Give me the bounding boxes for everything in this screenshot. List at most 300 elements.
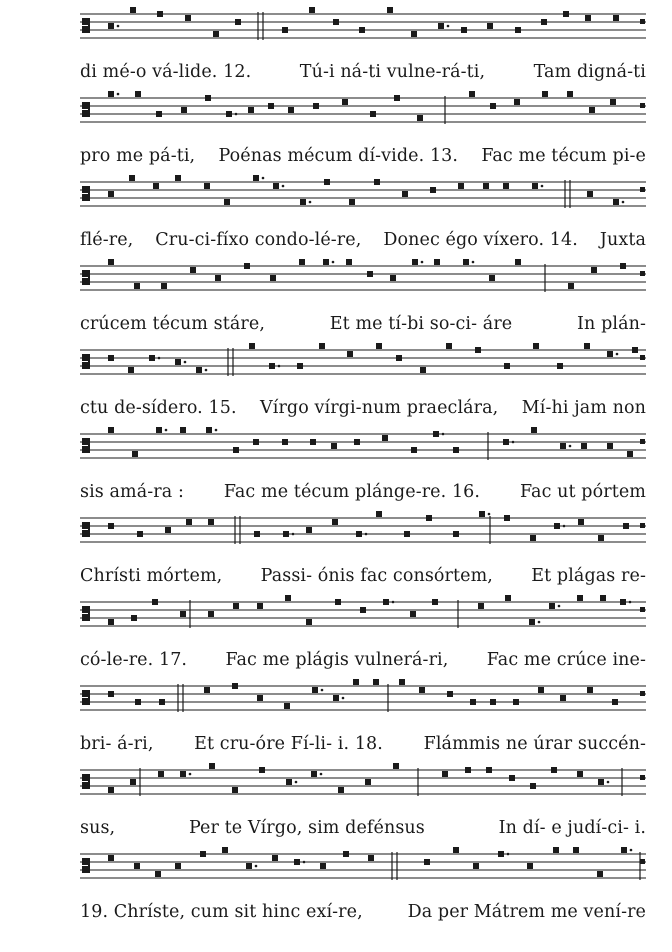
custos-mark [640, 103, 645, 108]
lyric-line-11 [80, 900, 646, 924]
neume-note [196, 367, 202, 373]
clef-mark [82, 102, 89, 109]
lyric-segment: Fac ut pórtem [519, 482, 646, 502]
note-dot [295, 781, 298, 784]
neume-note [129, 175, 135, 181]
neume-note [306, 619, 312, 625]
neume-note [365, 779, 371, 785]
neume-note [200, 851, 206, 857]
neume-note [620, 599, 626, 605]
note-dot [342, 697, 345, 700]
neume-note [108, 619, 114, 625]
note-dot [616, 353, 619, 356]
lyric-segment: Poénas mécum dí-vide. 13. [218, 146, 459, 166]
neume-note [560, 695, 566, 701]
note-dot [630, 849, 633, 852]
neume-note [600, 595, 606, 601]
neume-note [246, 863, 252, 869]
neume-note [503, 439, 509, 445]
neume-note [273, 183, 279, 189]
neume-note [224, 199, 230, 205]
neume-note [108, 855, 114, 861]
lyric-segment: Flámmis ne úrar succén- [423, 734, 646, 754]
neume-note [158, 771, 164, 777]
neume-note [108, 787, 114, 793]
neume-note [453, 531, 459, 537]
neume-note [442, 771, 448, 777]
custos-mark [640, 691, 645, 696]
neume-note [469, 91, 475, 97]
note-dot [292, 533, 295, 536]
neume-note [282, 27, 288, 33]
neume-note [294, 859, 300, 865]
neume-note [533, 343, 539, 349]
neume-note [557, 363, 563, 369]
neume-note [232, 683, 238, 689]
neume-note [627, 451, 633, 457]
lyric-line-1 [80, 60, 646, 84]
neume-note [515, 27, 521, 33]
neume-note [411, 447, 417, 453]
neume-note [623, 523, 629, 529]
lyric-segment: In dí- e judí-ci- i. [498, 818, 646, 838]
note-dot [507, 853, 510, 856]
neume-note [376, 511, 382, 517]
neume-note [313, 103, 319, 109]
neume-note [424, 859, 430, 865]
neume-note [353, 679, 359, 685]
clef-mark [82, 530, 89, 537]
note-dot [189, 773, 192, 776]
clef-mark [82, 110, 89, 117]
neume-note [285, 595, 291, 601]
neume-note [446, 343, 452, 349]
neume-note [354, 439, 360, 445]
lyric-segment: Cru-ci-fíxo condo-lé-re, [155, 230, 362, 250]
neume-note [465, 767, 471, 773]
neume-note [253, 175, 259, 181]
clef-mark [82, 866, 89, 873]
clef-mark [82, 446, 89, 453]
lyric-segment: crúcem técum stáre, [80, 314, 266, 334]
clef-mark [82, 186, 89, 193]
neume-note [130, 779, 136, 785]
neume-note [394, 95, 400, 101]
neume-note [420, 367, 426, 373]
neume-note [486, 767, 492, 773]
note-dot [235, 113, 238, 116]
neume-note [269, 363, 275, 369]
neume-note [249, 343, 255, 349]
neume-note [402, 191, 408, 197]
lyric-line-4 [80, 312, 646, 336]
neume-note [382, 435, 388, 441]
neume-note [591, 267, 597, 273]
neume-note [161, 283, 167, 289]
lyric-line-3 [80, 228, 646, 252]
note-dot [365, 533, 368, 536]
neume-note [190, 267, 196, 273]
neume-note [587, 191, 593, 197]
neume-note [463, 259, 469, 265]
neume-note [433, 431, 439, 437]
neume-note [135, 699, 141, 705]
neume-note [577, 771, 583, 777]
neume-note [175, 863, 181, 869]
note-dot [117, 25, 120, 28]
neume-note [108, 191, 114, 197]
neume-note [458, 183, 464, 189]
neume-note [514, 99, 520, 105]
neume-note [282, 439, 288, 445]
neume-note [432, 599, 438, 605]
neume-note [319, 343, 325, 349]
neume-note [215, 275, 221, 281]
neume-note [343, 851, 349, 857]
neume-note [311, 771, 317, 777]
note-dot [569, 445, 572, 448]
neume-note [370, 111, 376, 117]
neume-note [612, 699, 618, 705]
note-dot [262, 177, 265, 180]
neume-note [108, 23, 114, 29]
neume-note [254, 531, 260, 537]
neume-note [527, 863, 533, 869]
note-dot [488, 513, 491, 516]
lyric-segment: Fac me técum plánge-re. 16. [223, 482, 481, 502]
neume-note [156, 111, 162, 117]
neume-note [399, 679, 405, 685]
neume-note [284, 703, 290, 709]
clef-mark [82, 362, 89, 369]
neume-note [598, 535, 604, 541]
neume-note [320, 863, 326, 869]
note-dot [320, 773, 323, 776]
neume-note [209, 763, 215, 769]
custos-mark [640, 607, 645, 612]
note-dot [541, 185, 544, 188]
neume-note [620, 263, 626, 269]
neume-note [226, 111, 232, 117]
neume-note [347, 351, 353, 357]
neume-note [108, 91, 114, 97]
neume-note [483, 183, 489, 189]
note-dot [421, 261, 424, 264]
neume-note [560, 443, 566, 449]
neume-note [288, 107, 294, 113]
note-dot [303, 861, 306, 864]
neume-note [554, 523, 560, 529]
neume-note [453, 447, 459, 453]
custos-mark [640, 775, 645, 780]
neume-note [490, 103, 496, 109]
clef-mark [82, 438, 89, 445]
neume-note [335, 599, 341, 605]
neume-note [213, 31, 219, 37]
lyric-segment: Fac me crúce ine- [486, 650, 646, 670]
custos-mark [640, 187, 645, 192]
neume-note [244, 263, 250, 269]
neume-note [108, 259, 114, 265]
neume-note [412, 259, 418, 265]
neume-note [333, 695, 339, 701]
neume-note [573, 847, 579, 853]
neume-note [299, 259, 305, 265]
neume-note [360, 607, 366, 613]
neume-note [233, 447, 239, 453]
neume-note [349, 199, 355, 205]
neume-note [309, 7, 315, 13]
neume-note [470, 699, 476, 705]
clef-mark [82, 698, 89, 705]
neume-note [607, 351, 613, 357]
lyric-segment: có-le-re. 17. [80, 650, 188, 670]
neume-note [204, 183, 210, 189]
neume-note [180, 611, 186, 617]
note-dot [282, 185, 285, 188]
neume-note [475, 347, 481, 353]
neume-note [487, 23, 493, 29]
neume-note [529, 619, 535, 625]
neume-note [206, 427, 212, 433]
neume-note [632, 347, 638, 353]
clef-mark [82, 606, 89, 613]
lyric-line-8 [80, 648, 646, 672]
lyric-segment: Donec égo víxero. 14. [383, 230, 578, 250]
neume-note [253, 439, 259, 445]
neume-note [222, 847, 228, 853]
note-dot [622, 201, 625, 204]
neume-note [108, 355, 114, 361]
neume-note [300, 199, 306, 205]
neume-note [411, 31, 417, 37]
neume-note [135, 91, 141, 97]
lyric-segment: Fac me plágis vulnerá-ri, [225, 650, 449, 670]
custos-mark [640, 439, 645, 444]
neume-note [589, 107, 595, 113]
neume-note [577, 595, 583, 601]
neume-note [410, 611, 416, 617]
note-dot [255, 865, 258, 868]
lyric-line-5 [80, 396, 646, 420]
note-dot [558, 605, 561, 608]
neume-note [324, 179, 330, 185]
neume-note [286, 779, 292, 785]
lyric-line-9 [80, 732, 646, 756]
neume-note [108, 691, 114, 697]
neume-note [134, 863, 140, 869]
note-dot [165, 429, 168, 432]
neume-note [597, 871, 603, 877]
neume-note [233, 603, 239, 609]
neume-note [503, 183, 509, 189]
neume-note [134, 283, 140, 289]
neume-note [248, 107, 254, 113]
neume-note [332, 519, 338, 525]
custos-mark [640, 271, 645, 276]
neume-note [453, 847, 459, 853]
clef-mark [82, 354, 89, 361]
neume-note [393, 763, 399, 769]
neume-note [509, 775, 515, 781]
neume-note [185, 15, 191, 21]
neume-note [312, 687, 318, 693]
neume-note [268, 103, 274, 109]
neume-note [607, 443, 613, 449]
neume-note [584, 343, 590, 349]
clef-mark [82, 614, 89, 621]
lyric-segment: In plán- [577, 314, 646, 334]
note-dot [184, 361, 187, 364]
lyric-line-2 [80, 144, 646, 168]
lyric-segment: Et me tí-bi so-ci- áre [329, 314, 513, 334]
neume-note [542, 91, 548, 97]
neume-note [390, 275, 396, 281]
custos-mark [640, 523, 645, 528]
neume-note [598, 779, 604, 785]
note-dot [472, 261, 475, 264]
lyric-segment: di mé-o vá-lide. 12. [80, 62, 252, 82]
neume-note [157, 11, 163, 17]
clef-mark [82, 18, 89, 25]
neume-note [259, 767, 265, 773]
lyric-segment: 19. Chríste, cum sit hinc exí-re, [80, 902, 363, 922]
note-dot [309, 201, 312, 204]
lyric-segment: Per te Vírgo, sim defénsus [188, 818, 425, 838]
neume-note [297, 363, 303, 369]
neume-note [232, 787, 238, 793]
note-dot [607, 781, 610, 784]
neume-note [128, 367, 134, 373]
clef-mark [82, 858, 89, 865]
lyric-segment: bri- á-ri, [80, 734, 154, 754]
neume-note [283, 531, 289, 537]
neume-note [208, 519, 214, 525]
neume-note [356, 531, 362, 537]
note-dot [538, 621, 541, 624]
custos-mark [640, 19, 645, 24]
lyric-segment: sus, [80, 818, 116, 838]
neume-note [430, 187, 436, 193]
clef-mark [82, 278, 89, 285]
neume-note [208, 611, 214, 617]
neume-note [538, 687, 544, 693]
neume-note [338, 787, 344, 793]
neume-note [504, 363, 510, 369]
neume-note [404, 531, 410, 537]
lyric-segment: pro me pá-ti, [80, 146, 196, 166]
neume-note [175, 175, 181, 181]
lyric-segment: Tú-i ná-ti vulne-rá-ti, [299, 62, 486, 82]
neume-note [108, 427, 114, 433]
neume-note [342, 99, 348, 105]
neume-note [461, 27, 467, 33]
note-dot [392, 601, 395, 604]
neume-note [417, 115, 423, 121]
neume-note [532, 183, 538, 189]
clef-mark [82, 782, 89, 789]
neume-note [346, 259, 352, 265]
neume-note [165, 527, 171, 533]
note-dot [215, 429, 218, 432]
note-dot [205, 369, 208, 372]
clef-mark [82, 194, 89, 201]
neume-note [613, 15, 619, 21]
neume-note [426, 515, 432, 521]
neume-note [541, 19, 547, 25]
lyric-segment: sis amá-ra : [80, 482, 184, 502]
neume-note [130, 7, 136, 13]
neume-note [567, 91, 573, 97]
neume-note [153, 183, 159, 189]
neume-note [376, 343, 382, 349]
neume-note [180, 427, 186, 433]
neume-note [374, 179, 380, 185]
lyric-segment: Fac me técum pi-e [481, 146, 646, 166]
neume-note [155, 871, 161, 877]
lyric-segment: flé-re, [80, 230, 134, 250]
neume-note [306, 527, 312, 533]
neume-note [383, 599, 389, 605]
clef-mark [82, 522, 89, 529]
neume-note [368, 855, 374, 861]
note-dot [332, 261, 335, 264]
neume-note [367, 271, 373, 277]
neume-note [156, 427, 162, 433]
note-dot [512, 441, 515, 444]
neume-note [270, 275, 276, 281]
neume-note [108, 523, 114, 529]
neume-note [478, 603, 484, 609]
neume-note [257, 695, 263, 701]
neume-note [323, 259, 329, 265]
neume-note [373, 679, 379, 685]
neume-note [186, 519, 192, 525]
lyric-segment: Chrísti mórtem, [80, 566, 223, 586]
lyric-segment: ctu de-sídero. 15. [80, 398, 237, 418]
neume-note [531, 427, 537, 433]
neume-note [513, 699, 519, 705]
lyric-line-6 [80, 480, 646, 504]
neume-note [530, 535, 536, 541]
neume-note [530, 783, 536, 789]
neume-note [549, 603, 555, 609]
note-dot [447, 25, 450, 28]
lyric-segment: Mí-hi jam non [521, 398, 646, 418]
neume-note [205, 95, 211, 101]
custos-mark [640, 859, 645, 864]
neume-note [553, 847, 559, 853]
note-dot [629, 601, 632, 604]
neume-note [473, 863, 479, 869]
neume-note [438, 23, 444, 29]
neume-note [204, 687, 210, 693]
neume-note [610, 99, 616, 105]
neume-note [504, 515, 510, 521]
neume-note [181, 107, 187, 113]
lyric-segment: Vírgo vírgi-num praeclára, [260, 398, 499, 418]
neume-note [359, 27, 365, 33]
lyric-segment: Da per Mátrem me vení-re [407, 902, 646, 922]
neume-note [149, 355, 155, 361]
clef-mark [82, 270, 89, 277]
neume-note [310, 439, 316, 445]
neume-note [515, 259, 521, 265]
neume-note [505, 595, 511, 601]
clef-mark [82, 26, 89, 33]
neume-note [175, 359, 181, 365]
note-dot [442, 433, 445, 436]
